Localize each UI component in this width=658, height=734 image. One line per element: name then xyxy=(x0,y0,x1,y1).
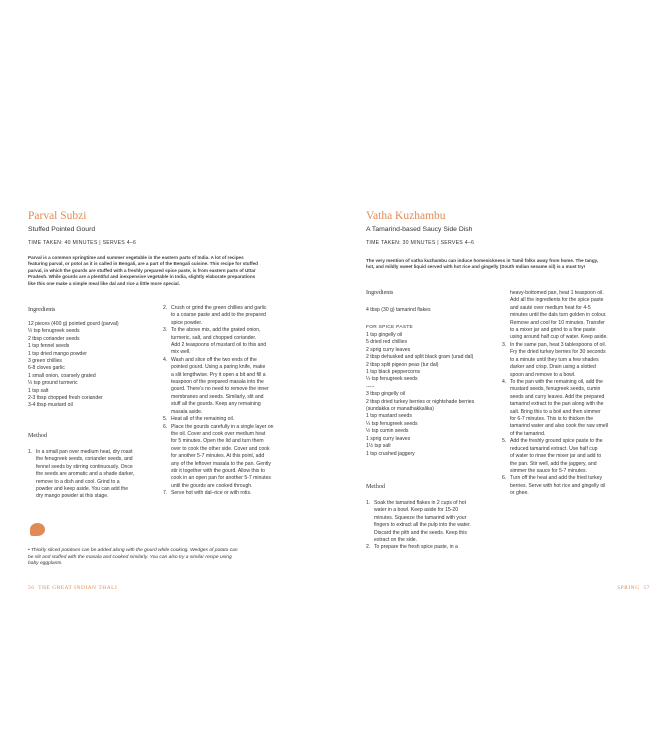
recipe-subtitle: Stuffed Pointed Gourd xyxy=(28,226,96,233)
time-taken: TIME TAKEN: 30 MINUTES | SERVES 4–6 xyxy=(366,240,475,246)
recipe-title: Parval Subzi xyxy=(28,210,87,222)
step-line: Heat all of the remaining oil. xyxy=(171,416,235,423)
method-step xyxy=(502,438,652,475)
step-line: Remove and cool for 10 minutes. Transfer xyxy=(510,319,605,326)
step-line: teaspoon of the prepared masala into the xyxy=(171,379,264,386)
note-bubble-icon xyxy=(30,523,45,536)
ingredient-item: ¼ tsp fenugreek seeds xyxy=(366,376,418,383)
note-line: be slit and stuffed with the masala and cooked similarly. You can also try a similar recipe using xyxy=(28,554,232,560)
step-line: minutes. Squeeze the tamarind with your xyxy=(374,514,467,521)
step-line: extract on the side. xyxy=(374,537,418,544)
step-number: 2. xyxy=(163,305,168,311)
step-number: 4. xyxy=(163,356,168,363)
recipe-note xyxy=(28,548,323,568)
step-line: To the above mix, add the grated onion, xyxy=(171,327,261,334)
ingredient-item: ½ tsp fenugreek seeds xyxy=(28,328,80,335)
step-line: mustard seeds, fenugreek seeds, cumin xyxy=(510,386,601,393)
note-line: baby eggplants. xyxy=(28,561,63,567)
method-steps-col2 xyxy=(502,342,652,498)
ingredient-item: 2 tbsp dehusked and split black gram (urad dal) xyxy=(366,354,474,361)
step-line: and sauté over medium heat for 4-5 xyxy=(510,304,591,311)
ingredient-item: 5 dried red chillies xyxy=(366,339,408,346)
step-line: water in a bowl. Keep aside for 15-20 xyxy=(374,507,459,514)
ingredient-item: 1½ tsp salt xyxy=(366,443,391,450)
step-line: for 5 minutes. Open the lid and turn them xyxy=(171,438,264,445)
ingredient-item: 1 tsp fennel seeds xyxy=(28,343,70,350)
step-line: tamarind water and also cook the raw smell xyxy=(510,423,608,430)
step-line: mix well. xyxy=(171,349,191,356)
step-line: Place the gourds carefully in a single layer on xyxy=(171,423,274,430)
step-line: gourd. There’s no need to remove the inner xyxy=(171,386,269,393)
step-line: salt. Bring this to a boil and then simmer xyxy=(510,408,601,415)
ingredient-item: ½ tsp ground turmeric xyxy=(28,380,78,387)
right-page xyxy=(329,0,658,734)
section-title: SPRING xyxy=(617,585,640,591)
step-line: to a minute until they turn a few shades xyxy=(510,356,599,363)
step-line: seeds and curry leaves. Add the prepared xyxy=(510,393,605,400)
step-number: 6. xyxy=(163,423,168,430)
step-line: to a coarse paste and add to the prepared xyxy=(171,312,266,319)
ingredients-heading: Ingredients xyxy=(366,290,394,296)
step-line: the seeds are aromatic and a shade darker, xyxy=(36,471,135,478)
step-line: turmeric, salt, and chopped coriander. xyxy=(171,334,257,341)
ingredient-item: 2 sprig curry leaves xyxy=(366,346,411,353)
step-line: fingers to extract all the pulp into the water. xyxy=(374,522,471,529)
step-number: 3. xyxy=(163,327,168,334)
method-steps-col1 xyxy=(366,500,501,552)
step-line: the fenugreek seeds, coriander seeds, and xyxy=(36,456,133,463)
page-folio xyxy=(617,585,650,591)
ingredient-item: 1 tsp black peppercorns xyxy=(366,369,421,376)
ingredient-item: 1 tsp salt xyxy=(28,387,49,394)
step-line: any of the leftover masala to the pan. Gently xyxy=(171,460,271,467)
page-number: 56 xyxy=(28,585,35,591)
ingredient-item: 2 tbsp coriander seeds xyxy=(28,335,80,342)
divider: ----- xyxy=(366,383,375,390)
step-number: 2. xyxy=(366,544,371,551)
ingredient-item: 2-3 tbsp chopped fresh coriander xyxy=(28,395,103,402)
note-line: • Thickly sliced potatoes can be added along with the gourd while cooking. Wedges of potato can xyxy=(28,548,238,553)
step-line: spoon and remove to a bowl. xyxy=(510,371,576,378)
step-line: reduced tamarind extract. Use half cup xyxy=(510,445,598,452)
step-number: 4. xyxy=(502,379,507,386)
step-line: until the gourds are cooked through. xyxy=(171,482,253,489)
step-line: Fry the dried turkey berries for 30 seconds xyxy=(510,349,606,356)
step-number: 1. xyxy=(28,449,33,455)
step-line: Add the freshly ground spice paste to the xyxy=(510,438,603,445)
spice-paste-list xyxy=(366,332,501,458)
step-line: dry mango powder at this stage. xyxy=(36,493,109,500)
step-line: stir it together with the gourd. Allow this to xyxy=(171,467,265,474)
ingredient-item: 1 tsp gingelly oil xyxy=(366,332,403,338)
step-line: spice powder. xyxy=(171,319,203,326)
step-line: Serve hot with dal–rice or with rotis. xyxy=(171,490,252,497)
ingredient-item: 1 tsp mustard seeds xyxy=(366,413,412,420)
step-line: To prepare the fresh spice paste, in a xyxy=(374,544,458,551)
ingredient-item: 1 tsp dried mango powder xyxy=(28,350,87,357)
intro-line: parval, in which the gourds are stuffed with a freshly prepared spice paste, is from eastern parts of Uttar xyxy=(28,267,256,273)
intro-paragraph xyxy=(28,255,318,287)
method-step xyxy=(366,500,501,544)
step-line: the oil. Cover and cook over medium heat xyxy=(171,430,266,437)
method-step-2-continuation xyxy=(510,290,650,342)
step-number: 1. xyxy=(366,500,371,506)
page-folio xyxy=(28,585,117,591)
ingredient-item: 4 tbsp (30 g) tamarind flakes xyxy=(366,307,431,313)
step-line: membranes and seeds. Similarly, slit and xyxy=(171,393,264,400)
step-line: fennel seeds by stirring continuously. Once xyxy=(36,463,133,470)
ingredient-item: 1 small onion, coarsely grated xyxy=(28,372,96,379)
method-step xyxy=(163,416,323,423)
ingredient-item: 1 tsp crushed jaggery xyxy=(366,450,415,457)
step-line: Turn off the heat and add the fried turkey xyxy=(510,475,603,482)
method-step xyxy=(163,327,323,357)
method-step xyxy=(28,449,160,501)
ingredient-item: ¼ tsp fenugreek seeds xyxy=(366,420,418,427)
step-number: 5. xyxy=(502,438,507,445)
step-line: Crush or grind the green chillies and garlic xyxy=(171,305,267,311)
page-number: 57 xyxy=(643,585,650,591)
recipe-title: Vatha Kuzhambu xyxy=(366,210,446,222)
ingredient-item: 3 tbsp gingelly oil xyxy=(366,391,406,398)
step-line: In a small pan over medium heat, dry roast xyxy=(36,449,133,455)
step-line: masala aside. xyxy=(171,408,203,415)
ingredient-item: 3-4 tbsp mustard oil xyxy=(28,402,73,409)
method-step xyxy=(502,342,652,379)
ingredient-item: 2 tbsp split pigeon peas (tur dal) xyxy=(366,361,439,368)
step-line: of water to rinse the mixer jar and add to xyxy=(510,453,602,460)
step-line: minutes until the dals turn golden in colour. xyxy=(510,312,607,319)
method-heading: Method xyxy=(28,433,47,439)
intro-line: hot, and mildly sweet liquid served with hot rice and gingelly (South Indian sesame oil) is a must try! xyxy=(366,264,586,270)
step-line: pointed gourd. Using a paring knife, make xyxy=(171,364,266,371)
recipe-subtitle: A Tamarind-based Saucy Side Dish xyxy=(366,226,473,233)
ingredient-item: (sundakka or manathakkalika) xyxy=(366,406,434,413)
step-line: simmer the sauce for 5-7 minutes. xyxy=(510,467,588,474)
step-line: for another 5-7 minutes. At this point, add xyxy=(171,453,265,460)
method-step xyxy=(502,475,652,497)
intro-line: featuring parval, or potol as it is called in Bengali, are a part of the Bengali cuisine. This recipe for stuffed xyxy=(28,261,258,267)
step-line: Soak the tamarind flakes in 2 cups of hot xyxy=(374,500,467,506)
step-number: 6. xyxy=(502,475,507,482)
ingredient-item: 12 pieces (400 g) pointed gourd (parval) xyxy=(28,321,119,327)
step-line: powder and keep aside. You can add the xyxy=(36,486,129,493)
step-line: Add all the ingredients for the spice paste xyxy=(510,297,604,304)
step-line: Wash and slice off the two ends of the xyxy=(171,356,257,363)
ingredient-item: 3 green chillies xyxy=(28,358,62,365)
ingredients-list xyxy=(366,307,501,314)
step-line: to a mixer jar and grind to a fine paste xyxy=(510,327,596,334)
step-line: for 6-7 minutes. This is to thicken the xyxy=(510,416,594,423)
method-step xyxy=(502,379,652,438)
step-line: using around half cup of water. Keep aside. xyxy=(510,334,608,341)
step-line: remove to a dish and cool. Grind to a xyxy=(36,478,120,485)
step-number: 5. xyxy=(163,416,168,423)
step-line: over to cook the other side. Cover and cook xyxy=(171,445,270,452)
step-line: Discard the pith and the seeds. Keep this xyxy=(374,529,467,536)
step-line: darker and crisp. Drain using a slotted xyxy=(510,364,596,371)
step-line: tamarind extract to the pan along with the xyxy=(510,401,604,408)
method-steps-col1 xyxy=(28,449,160,501)
method-step xyxy=(163,424,323,491)
step-number: 7. xyxy=(163,490,168,497)
step-line: the pan. Stir well, add the jaggery, and xyxy=(510,460,597,467)
step-line: stuff all the gourds. Keep any remaining xyxy=(171,401,261,408)
step-number: 3. xyxy=(502,342,507,348)
step-line: cook in an open pan for another 5-7 minutes xyxy=(171,475,271,482)
step-line: Add 2 teaspoons of mustard oil to this and xyxy=(171,342,267,349)
method-steps-col2 xyxy=(163,305,323,498)
intro-line: Pradesh. While gourds are a plentiful and inexpensive vegetable in India, slightly elaborate preparations xyxy=(28,274,256,280)
intro-line: The very mention of vatha kuzhambu can induce homesickness in Tamil folks away from home. The tangy, xyxy=(366,258,599,263)
ingredient-item: ½ tsp cumin seeds xyxy=(366,428,409,435)
step-line: To the pan with the remaining oil, add the xyxy=(510,379,603,386)
step-line: heavy-bottomed pan, heat 1 teaspoon oil. xyxy=(510,290,604,296)
step-line: of the tamarind. xyxy=(510,430,546,437)
ingredient-item: 2 tbsp dried turkey berries or nightshade berries xyxy=(366,398,475,405)
time-taken: TIME TAKEN: 40 MINUTES | SERVES 4–6 xyxy=(28,240,137,246)
intro-paragraph xyxy=(366,258,652,271)
method-step xyxy=(366,544,501,551)
book-title: THE GREAT INDIAN THALI xyxy=(38,585,118,591)
method-step xyxy=(163,490,323,497)
method-step xyxy=(163,357,323,416)
ingredients-heading: Ingredients xyxy=(28,307,56,313)
intro-line: like this one make a simple meal like dal and rice a little more special. xyxy=(28,280,180,286)
step-line: berries. Serve with hot rice and gingelly oil xyxy=(510,482,606,489)
ingredient-item: 6-8 cloves garlic xyxy=(28,365,65,372)
step-line: In the same pan, heat 3 tablespoons of oil. xyxy=(510,342,606,348)
spice-paste-heading: FOR SPICE PASTE xyxy=(366,325,414,330)
ingredients-list xyxy=(28,321,158,410)
step-line: a slit lengthwise. Pry it open a bit and fill a xyxy=(171,371,266,378)
method-heading: Method xyxy=(366,484,385,490)
ingredient-item: 1 sprig curry leaves xyxy=(366,435,411,442)
step-line: or ghee. xyxy=(510,490,529,497)
method-step xyxy=(163,305,323,327)
intro-line: Parval is a common springtime and summer vegetable in the eastern parts of India. A lot of recipes xyxy=(28,255,244,260)
